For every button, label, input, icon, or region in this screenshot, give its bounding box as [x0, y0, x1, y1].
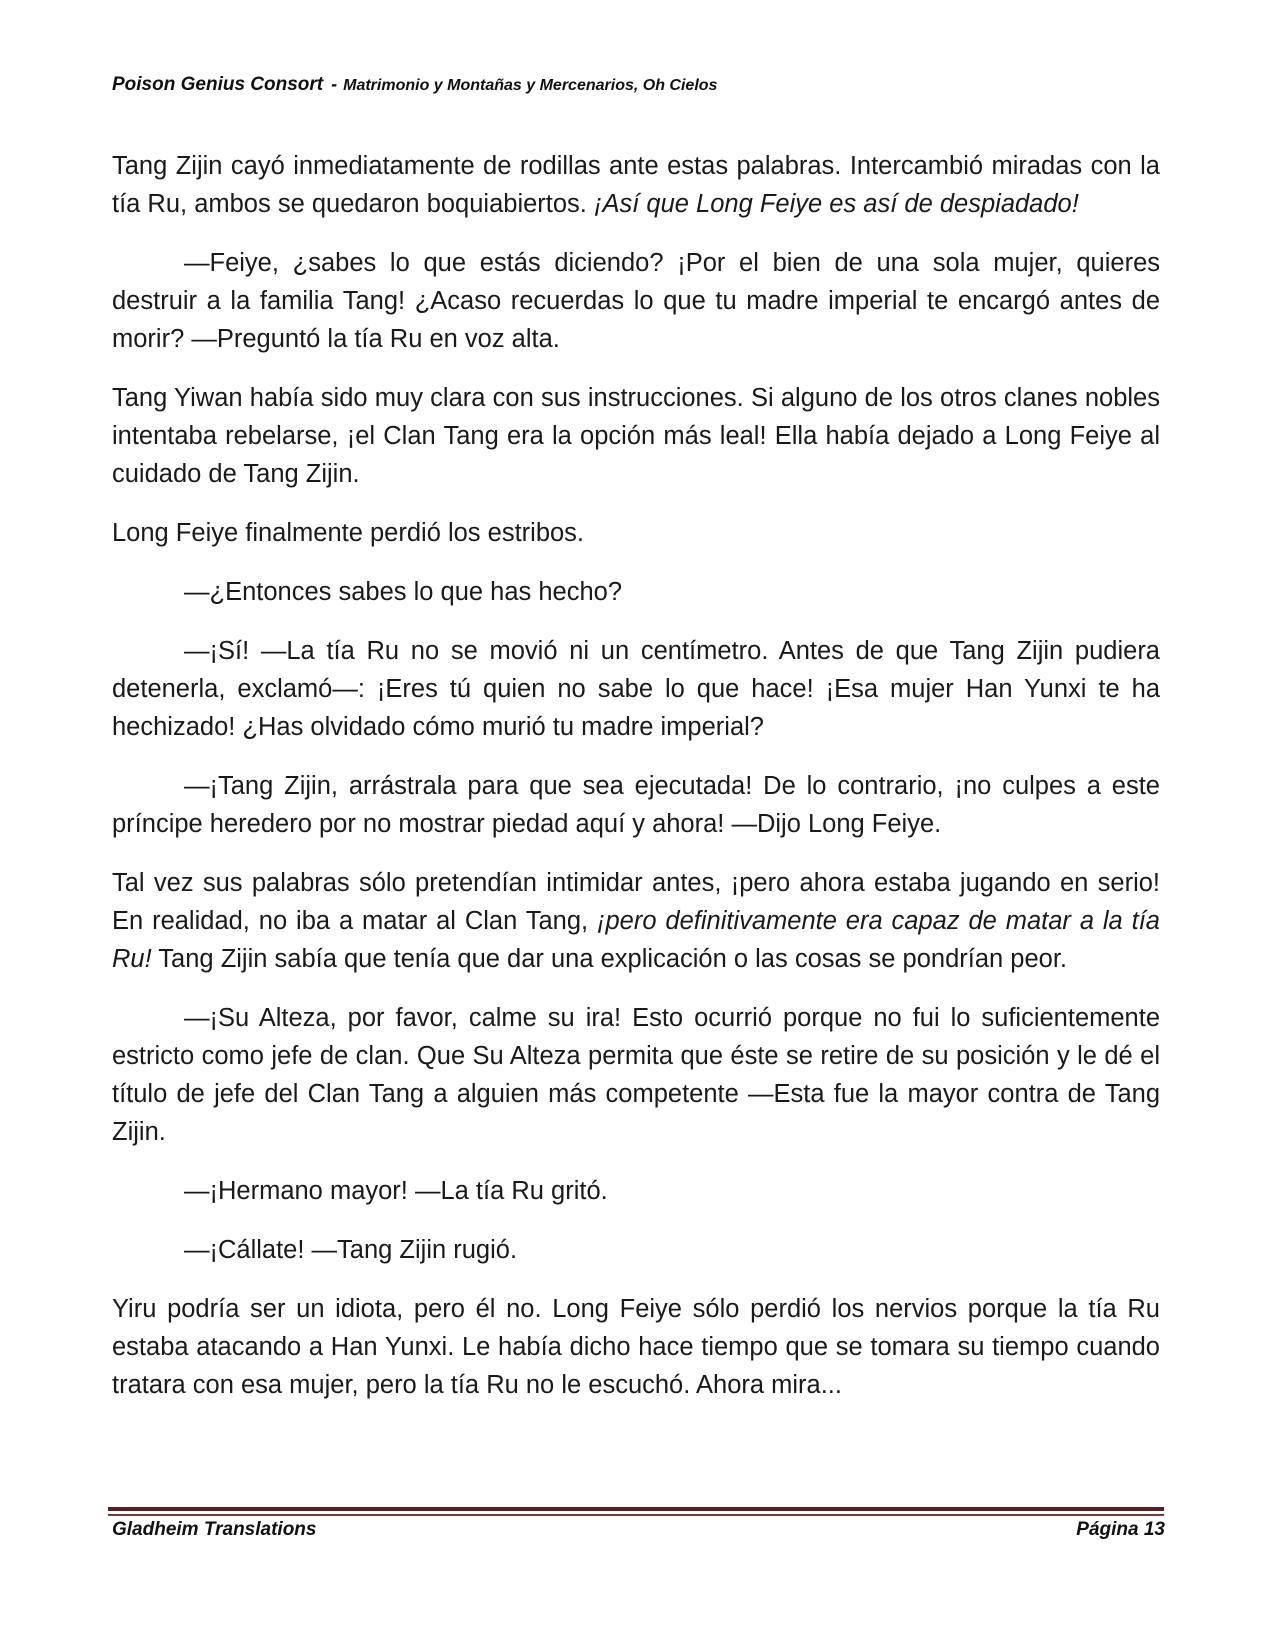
- text-segment: Tang Zijin sabía que tenía que dar una explicación o las cosas se pondrían peor.: [151, 945, 1067, 973]
- chapter-title: Matrimonio y Montañas y Mercenarios, Oh Cielos: [343, 77, 718, 94]
- body-paragraph: [112, 379, 1160, 493]
- body-paragraph: [112, 573, 1160, 611]
- footer-divider-thin: [108, 1514, 1164, 1516]
- body-paragraph: [112, 1231, 1160, 1269]
- italic-text-segment: ¡pero definitivamente era capaz de matar a la tía Ru!: [112, 907, 1160, 973]
- header-separator: -: [331, 74, 338, 94]
- text-segment: —¡Hermano mayor! —La tía Ru gritó.: [184, 1177, 608, 1205]
- text-segment: —¡Su Alteza, por favor, calme su ira! Esto ocurrió porque no fui lo suficientemente estricto como jefe de clan. Que Su Alteza permita que éste se retire de su posición y le dé el título de jefe del Clan Tang a alguien más competente —Esta fue la mayor contra de Tang Zijin.: [112, 1004, 1160, 1146]
- footer-divider-thick: [108, 1507, 1164, 1511]
- running-header: [112, 74, 717, 96]
- body-paragraph: [112, 999, 1160, 1151]
- text-segment: —¿Entonces sabes lo que has hecho?: [184, 578, 623, 606]
- text-segment: —¡Tang Zijin, arrástrala para que sea ejecutada! De lo contrario, ¡no culpes a este príncipe heredero por no mostrar piedad aquí y ahora! —Dijo Long Feiye.: [112, 772, 1160, 838]
- series-title: Poison Genius Consort: [112, 74, 324, 95]
- footer-page-number: Página 13: [1076, 1519, 1165, 1540]
- text-segment: Tang Zijin cayó inmediatamente de rodillas ante estas palabras. Intercambió miradas con la tía Ru, ambos se quedaron boquiabiertos.: [112, 152, 1160, 218]
- text-segment: Tal vez sus palabras sólo pretendían intimidar antes, ¡pero ahora estaba jugando en serio! En realidad, no iba a matar al Clan Tang,: [112, 869, 1160, 935]
- italic-text-segment: ¡Así que Long Feiye es así de despiadado!: [593, 190, 1079, 218]
- text-segment: —Feiye, ¿sabes lo que estás diciendo? ¡Por el bien de una sola mujer, quieres destruir a la familia Tang! ¿Acaso recuerdas lo que tu madre imperial te encargó antes de morir? —Preguntó la tía Ru en voz alta.: [112, 249, 1160, 353]
- text-segment: —¡Sí! —La tía Ru no se movió ni un centímetro. Antes de que Tang Zijin pudiera detenerla, exclamó—: ¡Eres tú quien no sabe lo que hace! ¡Esa mujer Han Yunxi te ha hechizado! ¿Has olvidado cómo murió tu madre imperial?: [112, 637, 1160, 741]
- body-paragraph: [112, 244, 1160, 358]
- body-paragraph: [112, 514, 1160, 552]
- text-segment: —¡Cállate! —Tang Zijin rugió.: [184, 1236, 518, 1264]
- body-paragraph: [112, 632, 1160, 746]
- body-paragraph: [112, 767, 1160, 843]
- body-paragraph: [112, 1172, 1160, 1210]
- body-paragraph: [112, 864, 1160, 978]
- text-segment: Long Feiye finalmente perdió los estribos.: [112, 519, 585, 547]
- footer-publisher: Gladheim Translations: [112, 1519, 317, 1540]
- body-paragraph: [112, 1290, 1160, 1404]
- document-body: [112, 147, 1160, 1425]
- text-segment: Yiru podría ser un idiota, pero él no. Long Feiye sólo perdió los nervios porque la tía Ru estaba atacando a Han Yunxi. Le había dicho hace tiempo que se tomara su tiempo cuando tratara con esa mujer, pero la tía Ru no le escuchó. Ahora mira...: [112, 1295, 1160, 1399]
- body-paragraph: [112, 147, 1160, 223]
- text-segment: Tang Yiwan había sido muy clara con sus instrucciones. Si alguno de los otros clanes nobles intentaba rebelarse, ¡el Clan Tang era la opción más leal! Ella había dejado a Long Feiye al cuidado de Tang Zijin.: [112, 384, 1160, 488]
